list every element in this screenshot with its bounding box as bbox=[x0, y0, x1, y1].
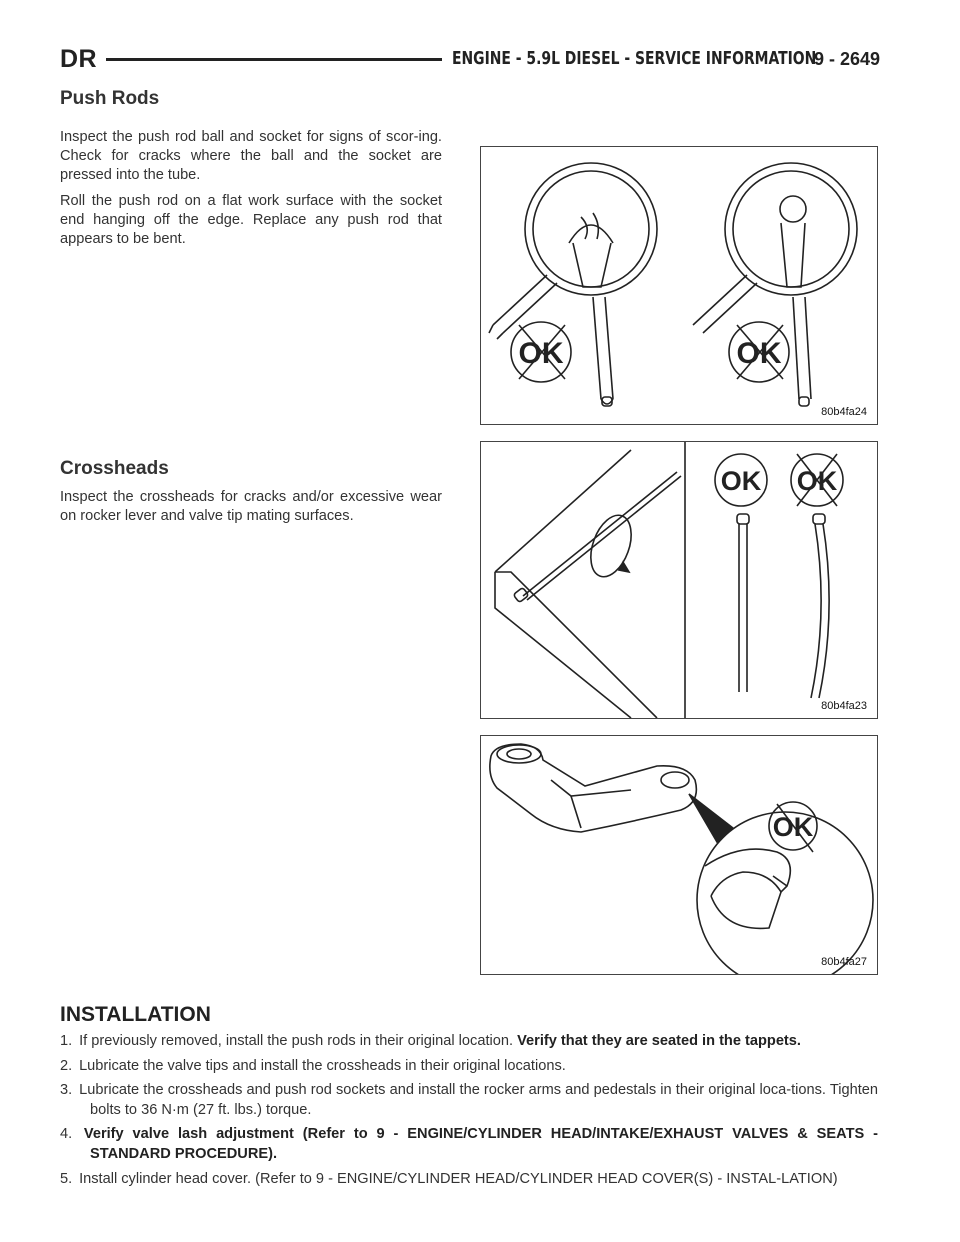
ok-label: OK bbox=[720, 466, 762, 496]
crosshead-illustration bbox=[481, 736, 877, 974]
figure-id: 80b4fa27 bbox=[821, 956, 867, 968]
figure-id: 80b4fa23 bbox=[821, 700, 867, 712]
step-text: Lubricate the crossheads and push rod sockets and install the rocker arms and pedestals in their original loca-tions. Tighten bolts to 36 N·m (27 ft. lbs.) torque. bbox=[79, 1082, 878, 1118]
page-header bbox=[60, 44, 880, 74]
page-number: 9 - 2649 bbox=[813, 49, 880, 69]
push-rods-heading: Push Rods bbox=[60, 88, 160, 109]
step-number: 1. bbox=[60, 1033, 73, 1049]
installation-step bbox=[60, 1170, 878, 1190]
installation-step bbox=[60, 1032, 878, 1052]
step-number: 4. bbox=[60, 1126, 73, 1143]
step-text: Lubricate the valve tips and install the crossheads in their original locations. bbox=[79, 1057, 566, 1074]
installation-steps bbox=[60, 1032, 878, 1194]
step-number: 2. bbox=[60, 1057, 73, 1074]
push-rods-paragraph-2: Roll the push rod on a flat work surface with the socket end hanging off the edge. Replace any push rod that appears to be bent. bbox=[60, 193, 442, 248]
installation-heading: INSTALLATION bbox=[60, 1003, 211, 1026]
step-text: If previously removed, install the push rods in their original location. bbox=[79, 1033, 518, 1049]
section-code: DR bbox=[60, 45, 98, 73]
step-bold-text: Verify valve lash adjustment (Refer to 9 - ENGINE/CYLINDER HEAD/INTAKE/EXHAUST VALVES & SEATS - STANDARD PROCEDURE). bbox=[83, 1126, 878, 1162]
crossheads-heading: Crossheads bbox=[60, 458, 169, 479]
crossheads-paragraph: Inspect the crossheads for cracks and/or excessive wear on rocker lever and valve tip mating surfaces. bbox=[60, 489, 442, 525]
step-number: 5. bbox=[60, 1170, 73, 1187]
ok-label: OK bbox=[772, 812, 814, 842]
installation-step bbox=[60, 1125, 878, 1164]
figure-id: 80b4fa24 bbox=[821, 406, 867, 418]
push-rod-magnifier-illustration bbox=[481, 147, 877, 424]
ok-label: OK bbox=[736, 337, 782, 370]
figure-crosshead-inspection bbox=[480, 735, 878, 975]
push-rods-paragraph-1: Inspect the push rod ball and socket for signs of scor-ing. Check for cracks where the ball and the socket are pressed into the tube. bbox=[60, 129, 442, 184]
push-rod-roll-illustration bbox=[481, 442, 877, 718]
ok-label: OK bbox=[518, 337, 564, 370]
installation-step bbox=[60, 1057, 878, 1077]
document-title: ENGINE - 5.9L DIESEL - SERVICE INFORMATION bbox=[452, 48, 817, 69]
header-rule bbox=[106, 58, 442, 61]
installation-step bbox=[60, 1081, 878, 1120]
ok-label: OK bbox=[796, 466, 838, 496]
step-number: 3. bbox=[60, 1082, 73, 1099]
step-bold-text: Verify that they are seated in the tappets. bbox=[517, 1033, 801, 1049]
step-text: Install cylinder head cover. (Refer to 9 - ENGINE/CYLINDER HEAD/CYLINDER HEAD COVER(S) - INSTAL-LATION) bbox=[79, 1170, 838, 1187]
figure-push-rod-inspection bbox=[480, 146, 878, 425]
figure-push-rod-roll-test bbox=[480, 441, 878, 719]
